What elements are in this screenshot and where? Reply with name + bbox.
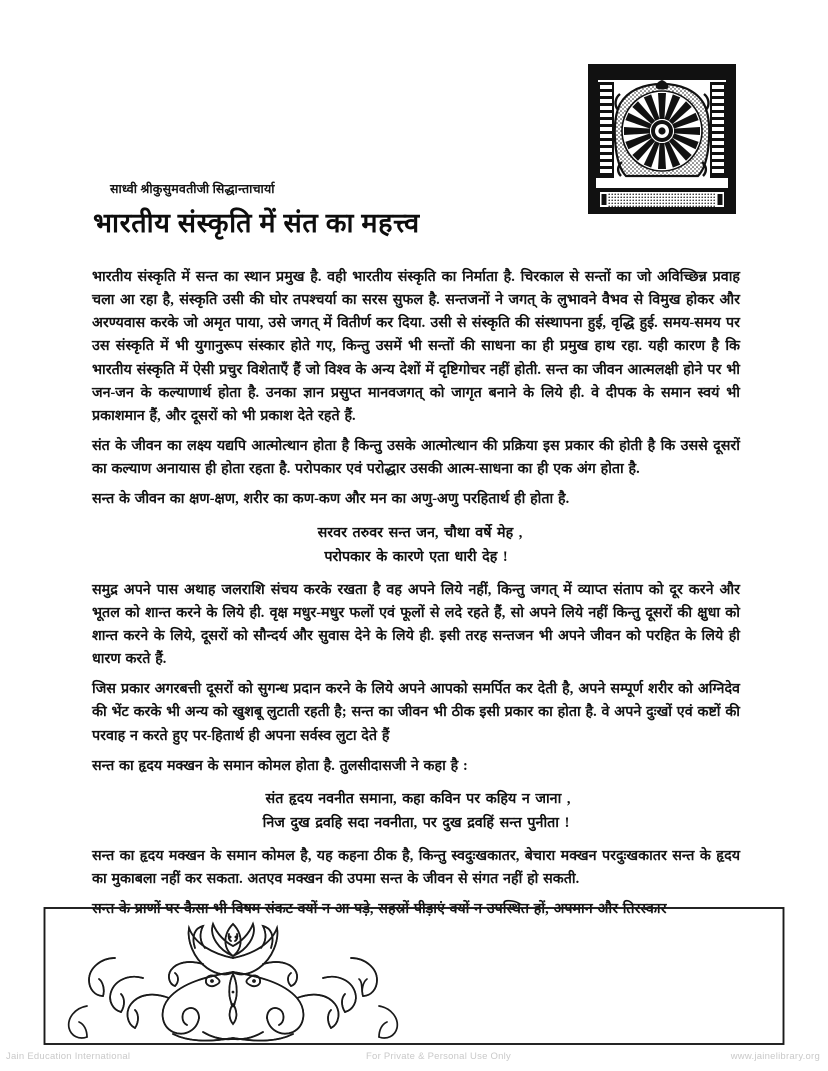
heading-block <box>93 180 573 240</box>
article-body <box>92 266 740 928</box>
author-byline: साध्वी श्रीकुसुमवतीजी सिद्धान्ताचार्या <box>110 182 275 196</box>
floral-acanthus-border-ornament <box>43 906 785 1046</box>
paragraph-7: सन्त का हृदय मक्खन के समान कोमल है, यह कहना ठीक है, किन्तु स्वदुःखकातर, बेचारा मक्खन परदुःखकातर सन्त के हृदय का मुकाबला नहीं कर सकता. अतएव मक्खन की उपमा सन्त के जीवन से संगत नहीं हो सकती. <box>92 847 740 888</box>
verse-2-line-1: संत हृदय नवनीत समाना, कहा कविन पर कहिय न जाना , <box>265 790 571 807</box>
page-title: भारतीय संस्कृति में संत का महत्त्व <box>93 208 420 238</box>
paragraph-4: समुद्र अपने पास अथाह जलराशि संचय करके रखता है वह अपने लिये नहीं, किन्तु जगत् में व्याप्त संताप को दूर करने और भूतल को शान्त करने के लिये ही. वृक्ष मधुर-मधुर फलों एवं फूलों से लदे रहते हैं, सो अपने लिये नहीं किन्तु दूसरों की क्षुधा को शान्त करने के लिये, दूसरों को सौन्दर्य और सुवास देने के लिये ही. इसी तरह सन्तजन भी अपने जीवन को परहित के लिये ही धारण करते हैं. <box>92 581 740 668</box>
verse-2-line-2: निज दुख द्रवहि सदा नवनीता, पर दुख द्रवहिं सन्त पुनीता ! <box>262 814 570 831</box>
footer-left-text: Jain Education International <box>6 1050 131 1062</box>
verse-block-2 <box>92 787 740 835</box>
sun-wheel-woodcut-emblem <box>584 58 740 220</box>
footer-right-link[interactable]: www.jainelibrary.org <box>730 1050 820 1062</box>
paragraph-3: सन्त के जीवन का क्षण-क्षण, शरीर का कण-कण और मन का अणु-अणु परहितार्थ ही होता है. <box>92 491 570 508</box>
page-footer <box>0 1046 828 1066</box>
footer-center-text: For Private & Personal Use Only <box>366 1050 512 1062</box>
paragraph-8: सन्त के प्राणों पर कैसा भी विषम संकट क्यों न आ पड़े, सहस्रों पीड़ाएं क्यों न उपस्थित हों, अपमान और तिरस्कार <box>92 901 667 918</box>
paragraph-5: जिस प्रकार अगरबत्ती दूसरों को सुगन्ध प्रदान करने के लिये अपने आपको समर्पित कर देती है, अपने सम्पूर्ण शरीर को अग्निदेव की भेंट करके भी अन्य को खुशबू लुटाती रहती है; सन्त का जीवन भी ठीक इसी प्रकार का होता है. वे अपने दुःखों एवं कष्टों की परवाह न करते हुए पर-हितार्थ ही अपना सर्वस्व लुटा देते हैं <box>92 681 740 744</box>
paragraph-6: सन्त का हृदय मक्खन के समान कोमल होता है. तुलसीदासजी ने कहा है : <box>92 757 468 774</box>
paragraph-2: संत के जीवन का लक्ष्य यद्यपि आत्मोत्थान होता है किन्तु उसके आत्मोत्थान की प्रक्रिया इस प्रकार की होती है कि उससे दूसरों का कल्याण अनायास ही होता रहता है. परोपकार एवं परोद्धार उसकी आत्म-साधना का ही एक अंग होता है. <box>92 438 740 478</box>
verse-block-1 <box>92 521 740 569</box>
paragraph-1: भारतीय संस्कृति में सन्त का स्थान प्रमुख है. वही भारतीय संस्कृति का निर्माता है. चिरकाल से सन्तों का जो अविच्छिन्न प्रवाह चला आ रहा है, संस्कृति उसी की घोर तपश्चर्या का सरस सुफल है. सन्तजनों ने जगत् के लुभावने वैभव से विमुख होकर और अरण्यवास करके जो अमृत पाया, उसे जगत् में वितीर्ण कर दिया. उसी से संस्कृति की संस्थापना हुई, वृद्धि हुई. समय-समय पर उस संस्कृति में भी युगानुरूप संस्कार होते गए, किन्तु उसमें भी सन्तों की साधना का ही प्रमुख हाथ रहा. यही कारण है कि भारतीय संस्कृति में ऐसी प्रचुर विशेताएँ हैं जो विश्व के अन्य देशों में दृष्टिगोचर नहीं होती. सन्त का जीवन आत्मलक्षी होने पर भी जन-जन के कल्याणार्थ होता है. उनका ज्ञान प्रसुप्त मानवजगत् को जागृत बनाने के लिये ही. वे दीपक के समान स्वयं भी प्रकाशमान हैं, और दूसरों को भी प्रकाश देते रहते हैं. <box>92 269 740 424</box>
verse-1-line-1: सरवर तरुवर सन्त जन, चौथा वर्षे मेह , <box>317 524 523 541</box>
verse-1-line-2: परोपकार के कारणे एता धारी देह ! <box>324 548 508 565</box>
